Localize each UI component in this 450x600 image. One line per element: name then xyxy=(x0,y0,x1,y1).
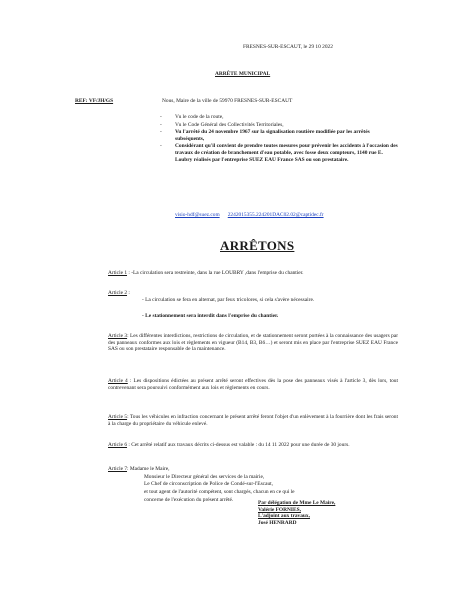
article-7-line: Monsieur le Directeur général des services de la mairie, xyxy=(144,474,265,480)
intro-line: Nous, Maire de la ville de 59970 FRESNES-SUR-ESCAUT xyxy=(162,98,293,104)
article-7-line: concerne de l'exécution du présent arrêté. xyxy=(144,497,234,503)
vu-item: - Vu le code de la route, xyxy=(160,114,224,120)
reference-label: REF: VF/JH/GS xyxy=(75,98,114,104)
article-5: Article 5: Tous les véhicules en infraction concernant le présent arrêté feront l'objet d'un enlèvement à la fourrière dont les frais seront à la charge du propriétaire du véhicule enlevé. xyxy=(108,414,398,427)
article-6-label: Article 6 xyxy=(108,442,128,448)
article-1: Article 1 : -La circulation sera restreinte, dans la rue LOUBRY ,dans l'emprise du chantier. xyxy=(108,270,304,276)
document-title: ARRÊTE MUNICIPAL xyxy=(215,71,271,77)
article-4-label: Article 4 xyxy=(108,378,128,384)
contact-links xyxy=(175,212,324,219)
article-4: Article 4 : Les dispositions édictées au présent arrêté seront effectives dès la pose des panneaux visés à l'article 3, dès lors, tout contrevenant sera poursuivi conformément aux lois et règlements en cours. xyxy=(108,378,398,391)
article-3-label: Article 3 xyxy=(108,333,128,339)
article-2-sub-2: - Le stationnement sera interdit dans l'emprise du chantier. xyxy=(142,313,279,319)
vu-item: - Vu l'arrêté du 24 novembre 1967 sur la signalisation routière modifiée par les arrêtés subséquents, xyxy=(160,129,370,142)
article-2-label: Article 2 xyxy=(108,290,128,296)
signature-delegation: Par délégation de Mme Le Maire, xyxy=(258,500,336,506)
article-7-label: Article 7 xyxy=(108,466,128,472)
article-7: Article 7: Madame le Maire, xyxy=(108,466,170,472)
email-link[interactable]: visio-hdf@suez.com xyxy=(175,212,220,218)
vu-item: - Considérant qu'il convient de prendre toutes mesures pour prévenir les accidents à l'occasion des travaux de création de branchement d'eau potable, avec fosse deux compteurs, 1140 rue E. Loubry réalisés par l'entreprise SUEZ EAU France SAS ou son prestataire. xyxy=(160,143,398,163)
article-2-sub-1: - La circulation se fera en alternat, par feux tricolores, si cela s'avère nécessaire. xyxy=(142,297,315,303)
date-line: FRESNES-SUR-ESCAUT, le 29 10 2022 xyxy=(243,44,333,50)
vu-item: - Vu le Code Général des Collectivités Territoriales, xyxy=(160,121,284,128)
arretons-heading: ARRÊTONS xyxy=(220,238,295,253)
signature-role: L'adjoint aux travaux, xyxy=(258,513,310,520)
article-1-label: Article 1 xyxy=(108,270,128,276)
signature-name-2: José HENRARD xyxy=(258,519,297,526)
vu-list xyxy=(160,114,400,164)
article-6: Article 6 : Cet arrêté relatif aux travaux décrits ci-dessus est valable : du 14 11 2022 pour une durée de 30 jours. xyxy=(108,442,350,448)
article-3: Article 3: Les différentes interdictions, restrictions de circulation, et de stationnement seront portées à la connaissance des usagers par des panneaux conformes aux lois et règlements en vigueur (B14, B3, B6…) et seront mis en place par l'entreprise SUEZ EAU France SAS ou son prestataire responsable de la maintenance. xyxy=(108,333,398,353)
article-5-label: Article 5 xyxy=(108,414,128,420)
article-7-line: et tout agent de l'autorité compétent, sont chargés, chacun en ce qui le xyxy=(144,489,295,495)
reference-code-link[interactable]: 2242015355.224201DAC02.02@captidec.fr xyxy=(227,212,324,218)
signature-name-1: Valérie FORNIES, xyxy=(258,506,301,513)
article-2: Article 2 : xyxy=(108,290,130,296)
signature-block xyxy=(258,500,335,526)
article-7-line: Le Chef de circonscription de Police de Condé-sur-l'Escaut, xyxy=(144,481,273,487)
